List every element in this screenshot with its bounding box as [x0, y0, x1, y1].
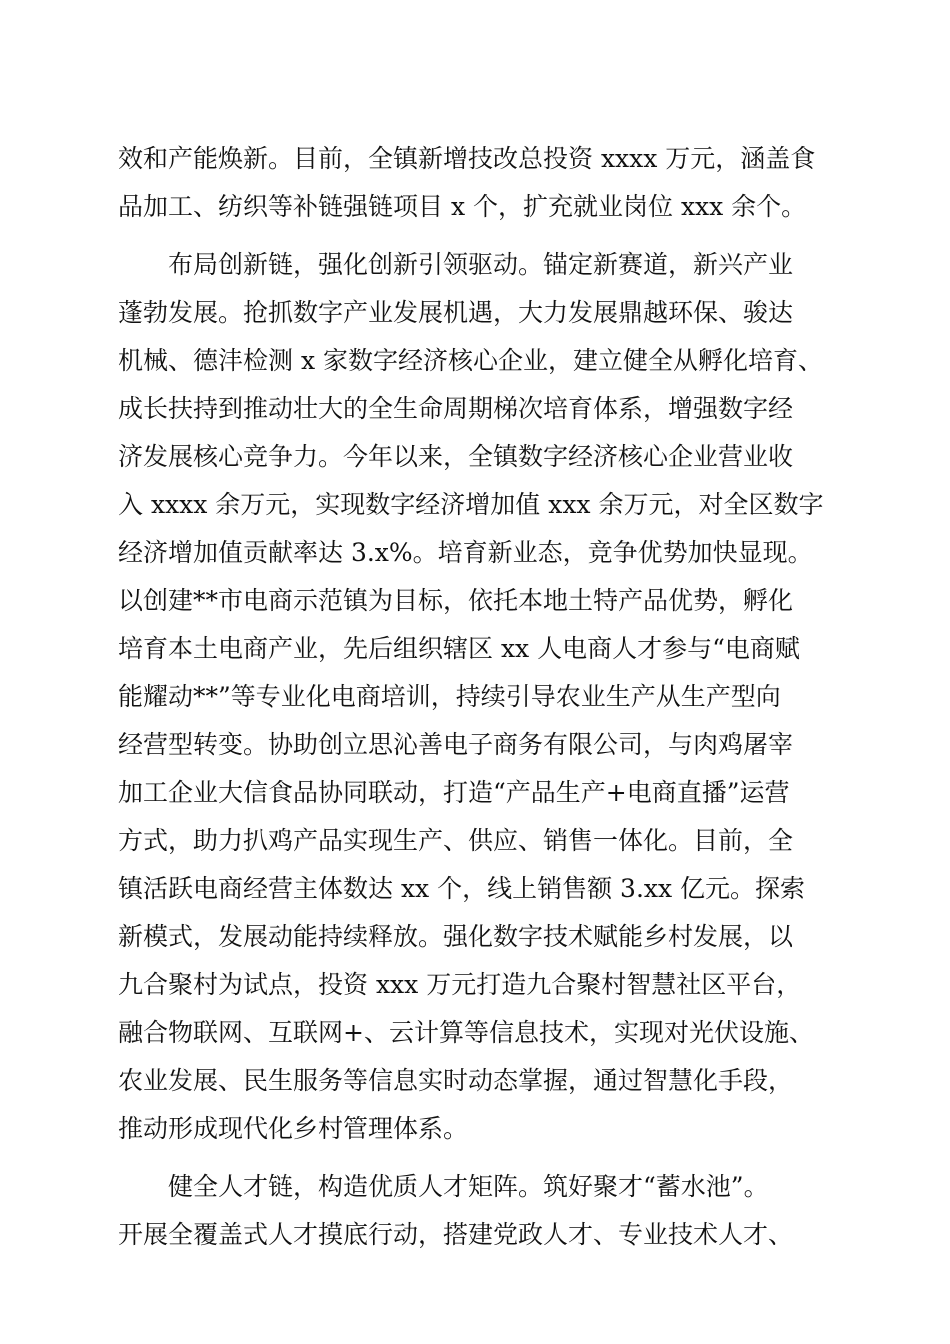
paragraph-1: [118, 135, 838, 231]
text-line: 品加工、纺织等补链强链项目 x 个，扩充就业岗位 xxx 余个。: [118, 192, 807, 221]
text-line: 开展全覆盖式人才摸底行动，搭建党政人才、专业技术人才、: [118, 1220, 794, 1249]
document-body: [118, 135, 838, 1259]
text-line: 经济增加值贡献率达 3.x%。培育新业态，竞争优势加快显现。: [118, 538, 813, 567]
text-line: 布局创新链，强化创新引领驱动。锚定新赛道，新兴产业: [118, 250, 794, 279]
text-line: 镇活跃电商经营主体数达 xx 个，线上销售额 3.xx 亿元。探索: [118, 874, 806, 903]
text-line: 成长扶持到推动壮大的全生命周期梯次培育体系，增强数字经: [118, 394, 794, 423]
text-line: 机械、德沣检测 x 家数字经济核心企业，建立健全从孵化培育、: [118, 346, 823, 375]
text-line: 蓬勃发展。抢抓数字产业发展机遇，大力发展鼎越环保、骏达: [118, 298, 794, 327]
text-line: 九合聚村为试点，投资 xxx 万元打造九合聚村智慧社区平台，: [118, 970, 802, 999]
paragraph-gap: [118, 231, 838, 241]
text-line: 融合物联网、互联网+、云计算等信息技术，实现对光伏设施、: [118, 1018, 814, 1047]
text-line: 效和产能焕新。目前，全镇新增技改总投资 xxxx 万元，涵盖食: [118, 144, 816, 173]
text-line: 推动形成现代化乡村管理体系。: [118, 1114, 469, 1143]
text-line: 农业发展、民生服务等信息实时动态掌握，通过智慧化手段，: [118, 1066, 794, 1095]
text-line: 能耀动**”等专业化电商培训，持续引导农业生产从生产型向: [118, 682, 781, 711]
text-line: 加工企业大信食品协同联动，打造“产品生产+电商直播”运营: [118, 778, 790, 807]
text-line: 济发展核心竞争力。今年以来，全镇数字经济核心企业营业收: [118, 442, 794, 471]
text-line: 以创建**市电商示范镇为目标，依托本地土特产品优势，孵化: [118, 586, 794, 615]
paragraph-gap: [118, 1153, 838, 1163]
text-line: 入 xxxx 余万元，实现数字经济增加值 xxx 余万元，对全区数字: [118, 490, 824, 519]
text-line: 方式，助力扒鸡产品实现生产、供应、销售一体化。目前，全: [118, 826, 794, 855]
paragraph-2: [118, 241, 838, 1153]
text-line: 培育本土电商产业，先后组织辖区 xx 人电商人才参与“电商赋: [118, 634, 800, 663]
text-line: 健全人才链，构造优质人才矩阵。筑好聚才“蓄水池”。: [118, 1172, 769, 1201]
text-line: 新模式，发展动能持续释放。强化数字技术赋能乡村发展，以: [118, 922, 794, 951]
text-line: 经营型转变。协助创立思沁善电子商务有限公司，与肉鸡屠宰: [118, 730, 794, 759]
paragraph-3: [118, 1163, 838, 1259]
